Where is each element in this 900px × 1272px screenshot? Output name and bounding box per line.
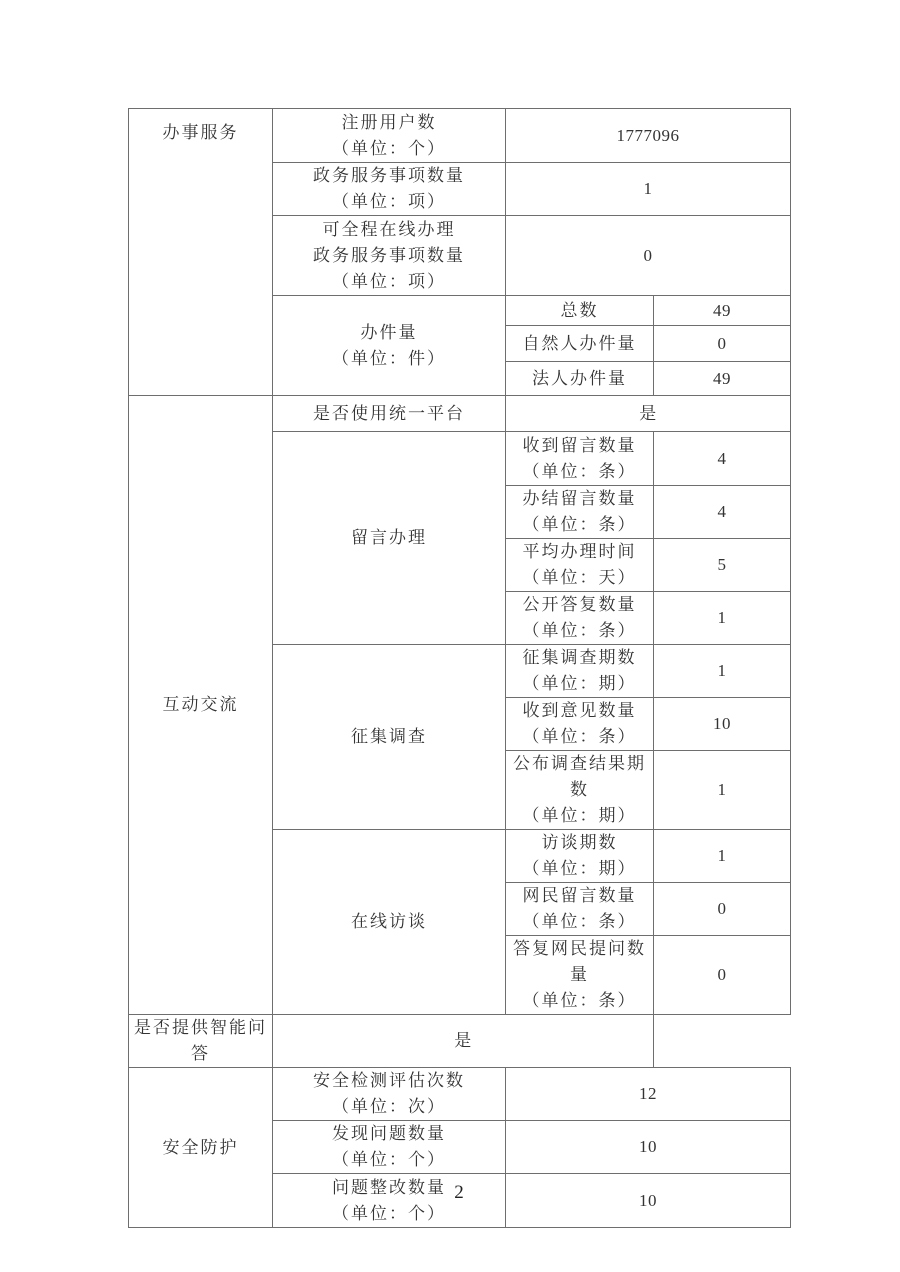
metric-label: 发现问题数量 <box>332 1124 446 1143</box>
submetric-avg-handling-time-value: 5 <box>654 539 791 592</box>
metric-unit: （单位：个） <box>332 138 446 158</box>
submetric-unit: （单位：条） <box>522 621 637 640</box>
metric-label: 安全检测评估次数 <box>313 1071 465 1090</box>
submetric-label: 办结留言数量 <box>522 489 637 508</box>
metric-label: 政务服务事项数量 <box>313 245 465 265</box>
metric-security-assessments-value: 12 <box>506 1068 791 1121</box>
metric-smart-qa-label: 是否提供智能问答 <box>129 1015 273 1068</box>
metric-label: 注册用户数 <box>341 112 437 132</box>
submetric-unit: （单位：期） <box>522 674 637 693</box>
metric-label: 政务服务事项数量 <box>313 166 465 185</box>
metric-service-items-value: 1 <box>506 163 791 216</box>
submetric-questions-answered-label-cell <box>506 936 654 1015</box>
submetric-total-label: 总数 <box>506 296 654 326</box>
submetric-survey-periods-label-cell <box>506 645 654 698</box>
submetric-questions-answered-value: 0 <box>654 936 791 1015</box>
metric-survey-collection-label: 征集调查 <box>273 645 506 830</box>
metric-registered-users-label-cell <box>273 109 506 163</box>
submetric-total-value: 49 <box>654 296 791 326</box>
submetric-label: 收到意见数量 <box>522 701 637 720</box>
metric-security-assessments-label-cell <box>273 1068 506 1121</box>
metric-case-volume-label-cell <box>273 296 506 396</box>
metric-label: 可全程在线办理 <box>322 219 456 239</box>
metric-online-service-items-label-cell <box>273 216 506 296</box>
submetric-unit: （单位：期） <box>522 806 637 825</box>
submetric-opinions-received-value: 10 <box>654 698 791 751</box>
metric-unit: （单位：项） <box>332 271 446 291</box>
page-number: 2 <box>454 1182 464 1203</box>
submetric-messages-received-value: 4 <box>654 432 791 486</box>
metric-label: 办件量 <box>360 322 418 342</box>
annual-report-table <box>128 108 791 1228</box>
submetric-label: 公布调查结果期数 <box>513 754 646 799</box>
metric-unified-platform-value: 是 <box>506 396 791 432</box>
metric-unit: （单位：件） <box>332 348 446 368</box>
metric-unit: （单位：项） <box>332 192 446 211</box>
submetric-unit: （单位：条） <box>522 515 637 534</box>
submetric-messages-received-label-cell <box>506 432 654 486</box>
submetric-label: 公开答复数量 <box>522 595 637 614</box>
metric-online-service-items-value: 0 <box>506 216 791 296</box>
submetric-avg-handling-time-label-cell <box>506 539 654 592</box>
submetric-label: 征集调查期数 <box>522 648 637 667</box>
submetric-natural-person-value: 0 <box>654 326 791 362</box>
category-security-protection: 安全防护 <box>129 1068 273 1228</box>
metric-registered-users-value: 1777096 <box>506 109 791 163</box>
submetric-label: 访谈期数 <box>541 833 618 852</box>
submetric-label: 收到留言数量 <box>522 435 637 455</box>
metric-unit: （单位：个） <box>332 1203 446 1223</box>
submetric-unit: （单位：期） <box>522 859 637 878</box>
submetric-unit: （单位：条） <box>522 912 637 931</box>
submetric-interview-periods-label-cell <box>506 830 654 883</box>
submetric-label: 平均办理时间 <box>522 542 637 561</box>
metric-unified-platform-label: 是否使用统一平台 <box>273 396 506 432</box>
metric-problems-found-label-cell <box>273 1121 506 1174</box>
submetric-results-published-label-cell <box>506 751 654 830</box>
submetric-unit: （单位：条） <box>522 727 637 746</box>
submetric-unit: （单位：条） <box>522 991 637 1010</box>
submetric-public-replies-value: 1 <box>654 592 791 645</box>
category-interactive-exchange: 互动交流 <box>129 396 273 1015</box>
metric-service-items-label-cell <box>273 163 506 216</box>
submetric-messages-resolved-value: 4 <box>654 486 791 539</box>
submetric-messages-resolved-label-cell <box>506 486 654 539</box>
metric-label: 问题整改数量 <box>332 1177 446 1197</box>
submetric-unit: （单位：天） <box>522 568 637 587</box>
metric-unit: （单位：次） <box>332 1097 446 1116</box>
submetric-label: 网民留言数量 <box>522 886 637 905</box>
submetric-survey-periods-value: 1 <box>654 645 791 698</box>
metric-smart-qa-value: 是 <box>273 1015 654 1068</box>
metric-unit: （单位：个） <box>332 1150 446 1169</box>
submetric-opinions-received-label-cell <box>506 698 654 751</box>
submetric-label: 答复网民提问数量 <box>513 939 646 984</box>
metric-online-interview-label: 在线访谈 <box>273 830 506 1015</box>
submetric-legal-person-value: 49 <box>654 362 791 396</box>
metric-problems-found-value: 10 <box>506 1121 791 1174</box>
submetric-netizen-messages-value: 0 <box>654 883 791 936</box>
submetric-natural-person-label: 自然人办件量 <box>506 326 654 362</box>
metric-message-handling-label: 留言办理 <box>273 432 506 645</box>
metric-problems-rectified-value: 10 <box>506 1174 791 1228</box>
submetric-interview-periods-value: 1 <box>654 830 791 883</box>
submetric-results-published-value: 1 <box>654 751 791 830</box>
submetric-legal-person-label: 法人办件量 <box>506 362 654 396</box>
submetric-unit: （单位：条） <box>522 461 637 481</box>
submetric-netizen-messages-label-cell <box>506 883 654 936</box>
submetric-public-replies-label-cell <box>506 592 654 645</box>
category-service-handling: 办事服务 <box>129 109 273 396</box>
